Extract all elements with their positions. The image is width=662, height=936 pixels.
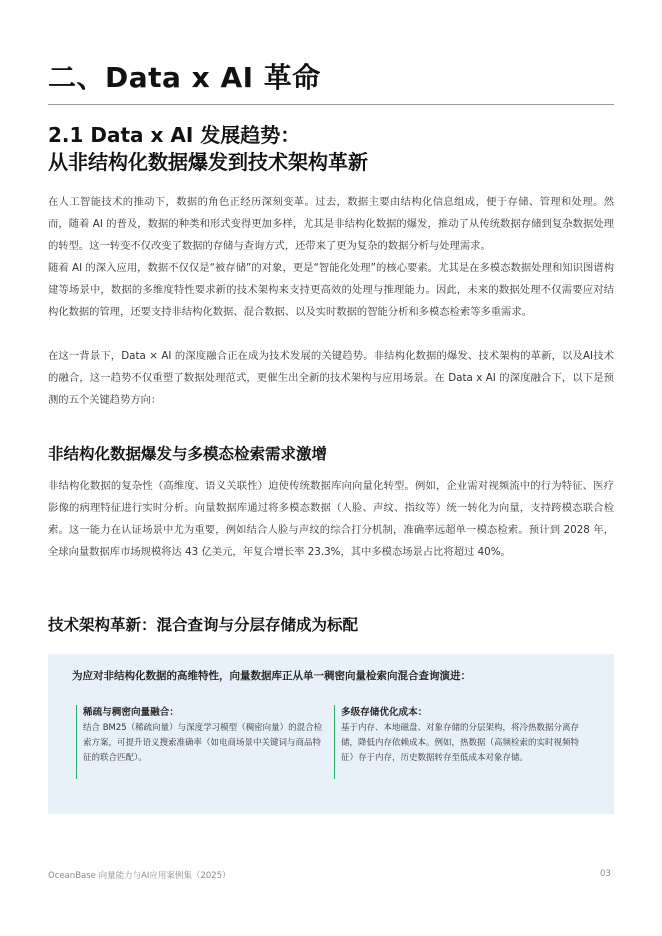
trend-1-heading: 非结构化数据爆发与多模态检索需求激增 [48, 445, 328, 463]
intro-paragraph-3: 在这一背景下，Data × AI 的深度融合正在成为技术发展的关键趋势。非结构化数据的爆发、技术架构的革新，以及AI技术的融合，这一趋势不仅重塑了数据处理范式，更催生出全新的技术架构与应用场景。在 Data x AI 的深度融合下，以下是预测的五个关键趋势方向： [48, 350, 614, 406]
section-title [48, 122, 614, 176]
callout-title: 为应对非结构化数据的高维特性，向量数据库正从单一稠密向量检索向混合查询演进： [72, 670, 471, 682]
callout-item-sparse-dense [76, 705, 323, 779]
trend-1-body: 非结构化数据的复杂性（高维度、语义关联性）迫使传统数据库向向量化转型。例如，企业需对视频流中的行为特征、医疗影像的病理特征进行实时分析。向量数据库通过将多模态数据（人脸、声纹、指纹等）统一转化为向量，支持跨模态联合检索。这一能力在认证场景中尤为重要，例如结合人脸与声纹的综合打分机制，准确率远超单一模态检索。预计到 2028 年，全球向量数据库市场规模将达 43 亿美元，年复合增长率 23.3%，其中多模态场景占比将超过 40%。 [48, 480, 614, 558]
callout-item-tiered-storage [334, 705, 581, 779]
chapter-divider [48, 104, 614, 105]
section-title-line-2: 从非结构化数据爆发到技术架构革新 [48, 150, 368, 174]
page-number: 03 [600, 869, 611, 879]
hybrid-query-callout [48, 654, 614, 814]
callout-item-body: 基于内存、本地磁盘、对象存储的分层架构，将冷热数据分离存储，降低内存依赖成本。例如，热数据（高频检索的实时视频特征）存于内存，历史数据转存至低成本对象存储。 [341, 723, 580, 763]
intro-paragraph-2: 随着 AI 的深入应用，数据不仅仅是“被存储”的对象，更是“智能化处理”的核心要素。尤其是在多模态数据处理和知识图谱构建等场景中，数据的多维度特性要求新的技术架构来支持更高效的处理与推理能力。因此，未来的数据处理不仅需要应对结构化数据的管理，还要支持非结构化数据、混合数据、以及实时数据的智能分析和多模态检索等多重需求。 [48, 262, 614, 318]
trend-2-heading: 技术架构革新：混合查询与分层存储成为标配 [48, 616, 359, 634]
callout-item-title: 多级存储优化成本： [341, 707, 428, 718]
chapter-title: 二、Data x AI 革命 [48, 61, 321, 94]
callout-item-title: 稀疏与稠密向量融合： [83, 707, 179, 718]
callout-item-body: 结合 BM25（稀疏向量）与深度学习模型（稠密向量）的混合检索方案，可提升语义搜索准确率（如电商场景中关键词与商品特征的联合匹配）。 [83, 723, 323, 763]
section-title-line-1: 2.1 Data x AI 发展趋势： [48, 123, 301, 147]
footer-text: OceanBase 向量能力与AI应用案例集（2025） [48, 871, 231, 881]
intro-paragraph-1: 在人工智能技术的推动下，数据的角色正经历深刻变革。过去，数据主要由结构化信息组成，便于存储、管理和处理。然而，随着 AI 的普及，数据的种类和形式变得更加多样，尤其是非结构化数据的爆发，推动了从传统数据存储到复杂数据处理的转型。这一转变不仅改变了数据的存储与查询方式，还带来了更为复杂的数据分析与处理需求。 [48, 196, 614, 252]
